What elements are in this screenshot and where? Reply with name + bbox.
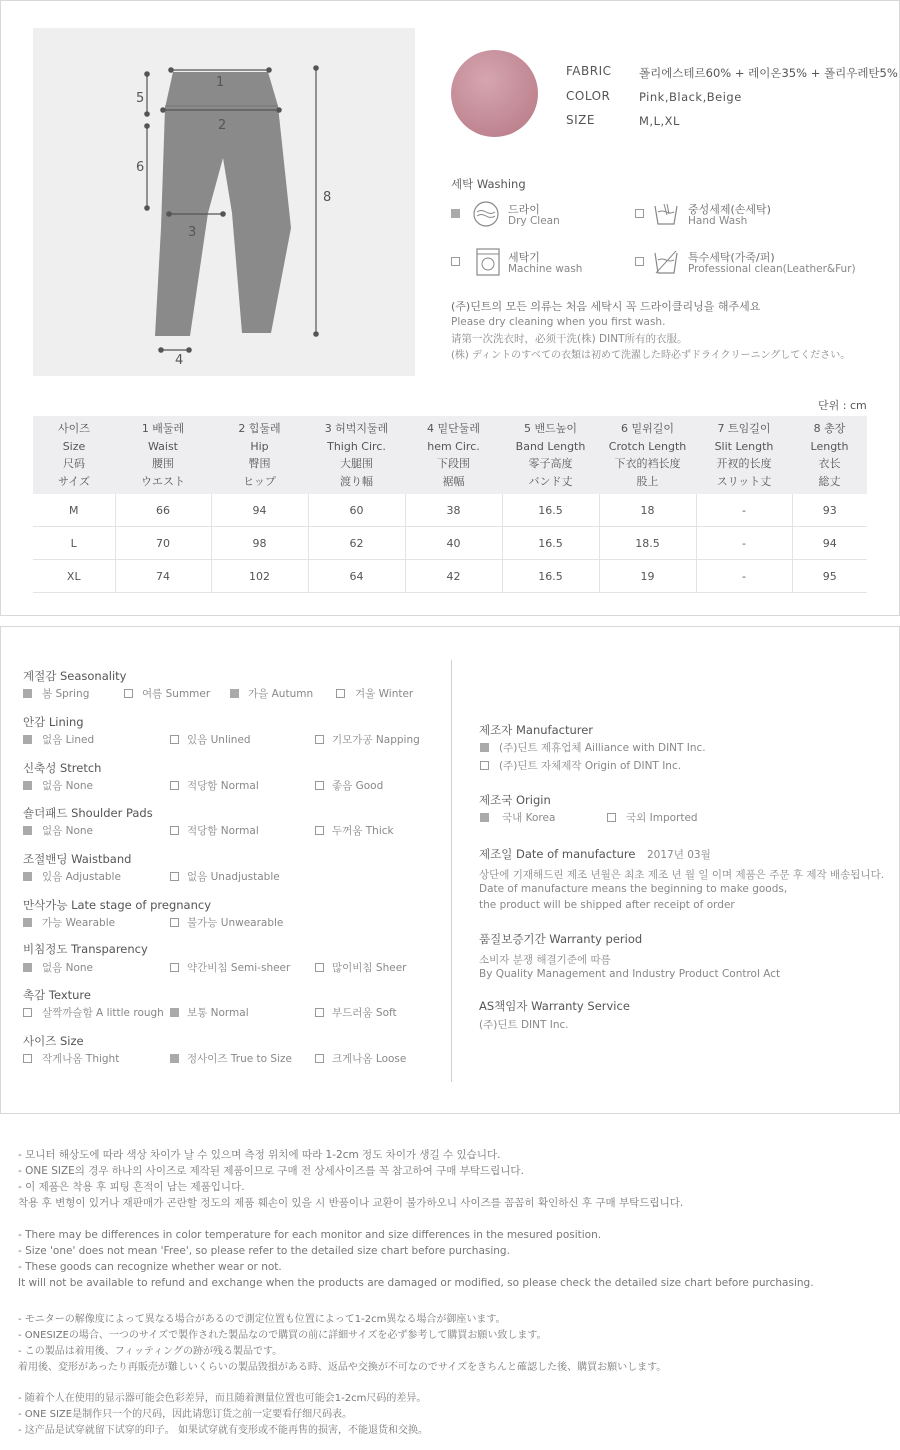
header-size: 사이즈 Size 尺码 サイズ [33, 416, 115, 494]
header-crotch: 6 밑위길이 Crotch Length 下衣的裆长度 股上 [599, 416, 696, 494]
table-cell: L [33, 527, 115, 560]
washing-note-ja: (株) ディントのすべての衣類は初めて洗濯した時必ずドライクリーニングしてください。 [451, 350, 851, 361]
machine-wash-icon [474, 247, 502, 277]
machine-wash-label-en: Machine wash [508, 263, 583, 275]
footer-line: - モニターの解像度によって異なる場合があるので測定位置も位置によって1-2cm異なる場合が御座います。 [18, 1314, 506, 1325]
table-cell: 42 [405, 560, 502, 593]
table-cell: - [696, 560, 792, 593]
autumn-label: 가을 Autumn [248, 688, 314, 700]
hand-wash-checkbox [635, 209, 644, 218]
waistband-option-checkbox [170, 872, 179, 881]
attribute-title: 숄더패드 Shoulder Pads [23, 806, 153, 820]
hand-wash-label-ko: 중성세제(손세탁) [688, 203, 771, 216]
footer-line: - 이 제품은 착용 후 피팅 흔적이 남는 제품입니다. [18, 1181, 245, 1193]
attribute-title: 안감 Lining [23, 715, 84, 729]
origin-korea-label: 국내 Korea [502, 812, 556, 824]
attribute-title: 비침정도 Transparency [23, 942, 148, 956]
size-value: M,L,XL [639, 114, 680, 128]
professional-clean-label-en: Professional clean(Leather&Fur) [688, 263, 856, 275]
attribute-title: 사이즈 Size [23, 1034, 84, 1048]
size-table-header [33, 416, 867, 494]
washing-note-en: Please dry cleaning when you first wash. [451, 316, 666, 328]
footer-line: 착용 후 변형이 있거나 재판매가 곤란할 정도의 제품 훼손이 있을 시 반품이나 교환이 불가하오니 사이즈를 꼼꼼히 확인하신 후 구매 부탁드립니다. [18, 1197, 684, 1209]
winter-label: 겨울 Winter [355, 688, 414, 700]
summer-label: 여름 Summer [142, 688, 211, 700]
stretch-option-checkbox [23, 781, 32, 790]
dry-clean-label-en: Dry Clean [508, 215, 560, 227]
footer-line: - Size 'one' does not mean 'Free', so please refer to the detailed size chart before purchasing. [18, 1245, 510, 1257]
table-cell: - [696, 494, 792, 527]
header-waist: 1 배둘레 Waist 腰围 ウエスト [115, 416, 211, 494]
fit-option-checkbox [315, 1054, 324, 1063]
lining-option-label: 있음 Unlined [187, 734, 251, 746]
table-cell: - [696, 527, 792, 560]
origin-korea-checkbox [480, 813, 489, 822]
diagram-label-5: 5 [136, 91, 145, 106]
pregnancy-option-checkbox [170, 918, 179, 927]
stretch-option-checkbox [315, 781, 324, 790]
warranty-note: 소비자 분쟁 해결기준에 따름 [479, 954, 611, 966]
professional-clean-label-ko: 특수세탁(가죽/퍼) [688, 251, 775, 264]
footer-line: - この製品は着用後、フィッティングの跡が残る製品です。 [18, 1346, 283, 1357]
date-title: 제조일 Date of manufacture [479, 847, 636, 861]
header-hip: 2 힙둘레 Hip 臀围 ヒップ [211, 416, 308, 494]
fit-option-label: 작게나옴 Thight [42, 1053, 120, 1065]
texture-option-checkbox [23, 1008, 32, 1017]
header-thigh: 3 허벅지둘레 Thigh Circ. 大腿围 渡り幅 [308, 416, 405, 494]
manufacturer-alliance-label: (주)딘트 제휴업체 Ailliance with DINT Inc. [499, 742, 706, 754]
fit-option-checkbox [170, 1054, 179, 1063]
lining-option-label: 기모가공 Napping [332, 734, 420, 746]
shoulder-option-checkbox [170, 826, 179, 835]
header-length: 8 총장 Length 衣长 総丈 [792, 416, 867, 494]
stretch-option-label: 좋음 Good [332, 780, 384, 792]
date-value: 2017년 03월 [647, 849, 711, 861]
diagram-label-6: 6 [136, 160, 145, 175]
table-cell: 94 [211, 494, 308, 527]
manufacturer-title: 제조자 Manufacturer [479, 723, 594, 737]
attribute-title: 촉감 Texture [23, 988, 91, 1002]
footer-line: - ONE SIZE是制作只一个的尺码，因此请您订货之前一定要看仔细尺码表。 [18, 1409, 353, 1420]
dry-clean-checkbox [451, 209, 460, 218]
footer-line: - There may be differences in color temperature for each monitor and size differences in the mesured position. [18, 1229, 602, 1241]
diagram-label-1: 1 [216, 75, 225, 90]
pants-illustration [33, 28, 415, 376]
table-cell: 98 [211, 527, 308, 560]
shoulder-option-checkbox [315, 826, 324, 835]
footer-line: It will not be available to refund and exchange when the products are damaged or modified, so please check the detailed size chart before purchasing. [18, 1277, 814, 1289]
autumn-checkbox [230, 689, 239, 698]
spring-label: 봄 Spring [42, 688, 90, 700]
transparency-option-label: 없음 None [42, 962, 94, 974]
warranty-title: 품질보증기간 Warranty period [479, 932, 643, 946]
shoulder-option-label: 적당함 Normal [187, 825, 259, 837]
date-note: the product will be shipped after receipt of order [479, 899, 735, 911]
diagram-label-2: 2 [218, 118, 227, 133]
texture-option-label: 보통 Normal [187, 1007, 249, 1019]
professional-clean-icon [652, 247, 680, 277]
waistband-option-label: 없음 Unadjustable [187, 871, 280, 883]
warranty-note: By Quality Management and Industry Product Control Act [479, 968, 781, 980]
washing-note-ko: (주)딘트의 모든 의류는 처음 세탁시 꼭 드라이클리닝을 해주세요 [451, 300, 761, 313]
transparency-option-label: 많이비침 Sheer [332, 962, 407, 974]
dry-clean-label-ko: 드라이 [508, 203, 540, 216]
fabric-label: FABRIC [566, 64, 612, 78]
table-row [33, 560, 867, 593]
professional-clean-checkbox [635, 257, 644, 266]
table-cell: 74 [115, 560, 211, 593]
table-cell: 18.5 [599, 527, 696, 560]
shoulder-option-label: 두꺼움 Thick [332, 825, 394, 837]
transparency-option-label: 약간비침 Semi-sheer [187, 962, 291, 974]
stretch-option-label: 적당함 Normal [187, 780, 259, 792]
origin-title: 제조국 Origin [479, 793, 551, 807]
diagram-label-8: 8 [323, 190, 332, 205]
transparency-option-checkbox [23, 963, 32, 972]
table-cell: 70 [115, 527, 211, 560]
table-cell: 62 [308, 527, 405, 560]
pregnancy-option-label: 가능 Wearable [42, 917, 116, 929]
machine-wash-label-ko: 세탁기 [508, 251, 540, 264]
transparency-option-checkbox [315, 963, 324, 972]
column-divider [451, 660, 452, 1082]
lining-option-label: 없음 Lined [42, 734, 95, 746]
attribute-title: 만삭가능 Late stage of pregnancy [23, 898, 212, 912]
as-value: (주)딘트 DINT Inc. [479, 1019, 569, 1031]
fit-option-label: 크게나옴 Loose [332, 1053, 407, 1065]
waistband-option-checkbox [23, 872, 32, 881]
date-note: 상단에 기재해드린 제조 년월은 최초 제조 년 월 일 이며 제품은 주문 후 제작 배송됩니다. [479, 869, 885, 881]
table-cell: XL [33, 560, 115, 593]
table-cell: 95 [792, 560, 867, 593]
shoulder-option-label: 없음 None [42, 825, 94, 837]
header-hem: 4 밑단둘레 hem Circ. 下段围 裾幅 [405, 416, 502, 494]
attribute-title: 계절감 Seasonality [23, 669, 127, 683]
summer-checkbox [124, 689, 133, 698]
shoulder-option-checkbox [23, 826, 32, 835]
date-note: Date of manufacture means the beginning to make goods, [479, 883, 788, 895]
machine-wash-checkbox [451, 257, 460, 266]
fabric-value: 폴리에스테르60% + 레이온35% + 폴리우레탄5% [639, 66, 898, 80]
attribute-title: 조절밴딩 Waistband [23, 852, 132, 866]
header-band: 5 밴드높이 Band Length 零子高度 バンド丈 [502, 416, 599, 494]
table-cell: 93 [792, 494, 867, 527]
manufacturer-origin-checkbox [480, 761, 489, 770]
origin-imported-checkbox [607, 813, 616, 822]
as-title: AS책임자 Warranty Service [479, 999, 630, 1013]
pants-size-diagram [33, 28, 415, 376]
color-label: COLOR [566, 89, 611, 103]
table-row [33, 527, 867, 560]
transparency-option-checkbox [170, 963, 179, 972]
table-cell: 102 [211, 560, 308, 593]
size-label: SIZE [566, 113, 595, 127]
texture-option-checkbox [315, 1008, 324, 1017]
header-slit: 7 트임길이 Slit Length 开衩的长度 スリット丈 [696, 416, 792, 494]
waistband-option-label: 있음 Adjustable [42, 871, 121, 883]
fit-option-label: 정사이즈 True to Size [187, 1053, 292, 1065]
table-cell: 60 [308, 494, 405, 527]
diagram-label-4: 4 [175, 353, 184, 368]
winter-checkbox [336, 689, 345, 698]
table-cell: 66 [115, 494, 211, 527]
lining-option-checkbox [170, 735, 179, 744]
manufacturer-alliance-checkbox [480, 743, 489, 752]
washing-title: 세탁 Washing [451, 177, 526, 191]
size-table [33, 416, 867, 593]
pregnancy-option-label: 불가능 Unwearable [187, 917, 284, 929]
lining-option-checkbox [315, 735, 324, 744]
table-cell: 19 [599, 560, 696, 593]
color-value: Pink,Black,Beige [639, 90, 742, 104]
footer-line: - ONE SIZE의 경우 하나의 사이즈로 제작된 제품이므로 구매 전 상세사이즈를 꼭 참고하여 구매 부탁드립니다. [18, 1165, 524, 1177]
table-cell: 94 [792, 527, 867, 560]
table-cell: 16.5 [502, 494, 599, 527]
table-row [33, 494, 867, 527]
lining-option-checkbox [23, 735, 32, 744]
unit-label: 단위 : cm [818, 399, 867, 412]
table-cell: 40 [405, 527, 502, 560]
hand-wash-label-en: Hand Wash [688, 215, 748, 227]
footer-line: - ONESIZEの場合、一つのサイズで製作された製品なので購買の前に詳細サイズを必ず参考して購買お願い致します。 [18, 1330, 547, 1341]
table-cell: 38 [405, 494, 502, 527]
dry-clean-icon [472, 200, 500, 228]
stretch-option-label: 없음 None [42, 780, 94, 792]
footer-line: 着用後、変形があったり再販売が難しいくらいの製品毀損がある時、返品や交換が不可なのでサイズをきちんと確認した後、購買お願いします。 [18, 1362, 667, 1373]
table-cell: 16.5 [502, 560, 599, 593]
table-cell: M [33, 494, 115, 527]
table-cell: 18 [599, 494, 696, 527]
footer-line: - 这产品是试穿就留下试穿的印子。 如果试穿就有变形或不能再售的损害，不能退货和交换。 [18, 1425, 428, 1436]
texture-option-label: 살짝까슬함 A little rough [42, 1007, 164, 1019]
footer-line: - 모니터 해상도에 따라 색상 차이가 날 수 있으며 측정 위치에 따라 1-2cm 정도 차이가 생길 수 있습니다. [18, 1149, 501, 1161]
table-cell: 16.5 [502, 527, 599, 560]
footer-line: - 随着个人在使用的显示器可能会色彩差异，而且随着测量位置也可能会1-2cm尺码的差异。 [18, 1393, 427, 1404]
manufacturer-origin-label: (주)딘트 자체제작 Origin of DINT Inc. [499, 760, 682, 772]
attribute-title: 신축성 Stretch [23, 761, 102, 775]
stretch-option-checkbox [170, 781, 179, 790]
footer-line: - These goods can recognize whether wear or not. [18, 1261, 282, 1273]
table-cell: 64 [308, 560, 405, 593]
fabric-color-swatch [451, 50, 538, 137]
fit-option-checkbox [23, 1054, 32, 1063]
hand-wash-icon [652, 200, 680, 228]
diagram-label-3: 3 [188, 225, 197, 240]
texture-option-label: 부드러움 Soft [332, 1007, 397, 1019]
washing-note-zh: 请第一次洗衣时，必须干洗(株) DINT所有的衣服。 [451, 333, 688, 345]
spring-checkbox [23, 689, 32, 698]
origin-imported-label: 국외 Imported [626, 812, 698, 824]
texture-option-checkbox [170, 1008, 179, 1017]
pregnancy-option-checkbox [23, 918, 32, 927]
